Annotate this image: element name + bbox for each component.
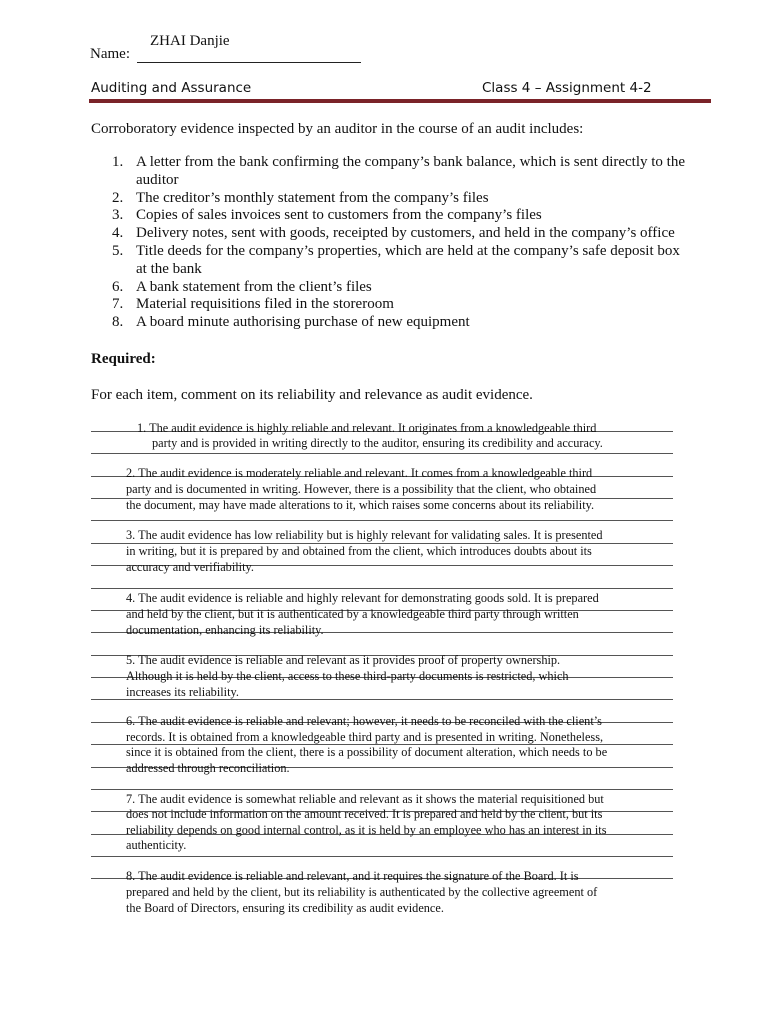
- ruled-line: [91, 453, 673, 454]
- list-item: 8. A board minute authorising purchase of new equipment: [112, 314, 470, 331]
- name-underline: [137, 62, 361, 63]
- answer-line: 3. The audit evidence has low reliability but is highly relevant for validating sales. It is presented: [126, 528, 603, 542]
- answer-line: 2. The audit evidence is moderately reliable and relevant. It comes from a knowledgeable third: [126, 466, 593, 480]
- list-item: 4. Delivery notes, sent with goods, receipted by customers, and held in the company’s office: [112, 225, 675, 242]
- answer-line: and held by the client, but it is authenticated by a knowledgeable third party through written: [126, 607, 579, 621]
- answer-line: 7. The audit evidence is somewhat reliable and relevant as it shows the material requisitioned but: [126, 792, 604, 806]
- answer-line: the document, may have made alterations to it, which raises some concerns about its reliability.: [126, 498, 595, 512]
- course-title: Auditing and Assurance: [91, 80, 252, 96]
- answer-line: 6. The audit evidence is reliable and relevant; however, it needs to be reconciled with the client’s: [126, 714, 602, 728]
- answer-line: in writing, but it is prepared by and obtained from the client, which introduces doubts about its: [126, 544, 592, 558]
- answer-line: does not include information on the amount received. It is prepared and held by the client, but its: [126, 807, 603, 821]
- answer-line: prepared and held by the client, but its reliability is authenticated by the collective agreement of: [126, 885, 598, 899]
- question-list: [91, 154, 691, 332]
- answer-line: authenticity.: [126, 838, 187, 852]
- list-item: 5. Title deeds for the company’s properties, which are held at the company’s safe deposit box at the bank: [112, 242, 680, 277]
- answer-line: 4. The audit evidence is reliable and highly relevant for demonstrating goods sold. It is prepared: [126, 591, 599, 605]
- answer-line: reliability depends on good internal control, as it is held by an employee who has an interest in its: [126, 823, 607, 837]
- answer-line: records. It is obtained from a knowledgeable third party and is presented in writing. Nonetheless,: [126, 730, 604, 744]
- answer-line: Although it is held by the client, access to these third-party documents is restricted, which: [126, 669, 569, 683]
- list-item: 3. Copies of sales invoices sent to customers from the company’s files: [112, 207, 542, 224]
- answer-line: increases its reliability.: [126, 685, 239, 699]
- ruled-line: [91, 588, 673, 589]
- required-heading: Required:: [91, 351, 156, 367]
- list-item: 7. Material requisitions filed in the storeroom: [112, 296, 394, 313]
- answer-line: accuracy and verifiability.: [126, 560, 254, 574]
- answer-line: 5. The audit evidence is reliable and relevant as it provides proof of property ownership.: [126, 653, 561, 667]
- answer-line: addressed through reconciliation.: [126, 761, 290, 775]
- name-label: Name:: [90, 46, 130, 62]
- answer-line: the Board of Directors, ensuring its credibility as audit evidence.: [126, 901, 444, 915]
- ruled-line: [91, 856, 673, 857]
- answer-line: 8. The audit evidence is reliable and relevant, and it requires the signature of the Board. It is: [126, 869, 579, 883]
- answer-line: documentation, enhancing its reliability.: [126, 623, 324, 637]
- ruled-line: [91, 789, 673, 790]
- answer-line: since it is obtained from the client, there is a possibility of document alteration, which needs to be: [126, 745, 608, 759]
- question-intro: Corroboratory evidence inspected by an auditor in the course of an audit includes:: [91, 121, 584, 137]
- answer-line: party and is documented in writing. However, there is a possibility that the client, who obtained: [126, 482, 597, 496]
- list-item: 1. A letter from the bank confirming the company’s bank balance, which is sent directly to the auditor: [112, 154, 686, 188]
- list-item: 6. A bank statement from the client’s files: [112, 278, 372, 295]
- header-divider: [89, 99, 711, 103]
- student-name: ZHAI Danjie: [150, 33, 230, 49]
- answer-line: 1. The audit evidence is highly reliable and relevant. It originates from a knowledgeable third: [137, 421, 597, 435]
- answer-line: party and is provided in writing directly to the auditor, ensuring its credibility and accuracy.: [152, 436, 603, 450]
- assignment-title: Class 4 – Assignment 4-2: [482, 80, 652, 96]
- list-item: 2. The creditor’s monthly statement from the company’s files: [112, 189, 489, 206]
- instruction-text: For each item, comment on its reliability and relevance as audit evidence.: [91, 387, 533, 403]
- ruled-line: [91, 520, 673, 521]
